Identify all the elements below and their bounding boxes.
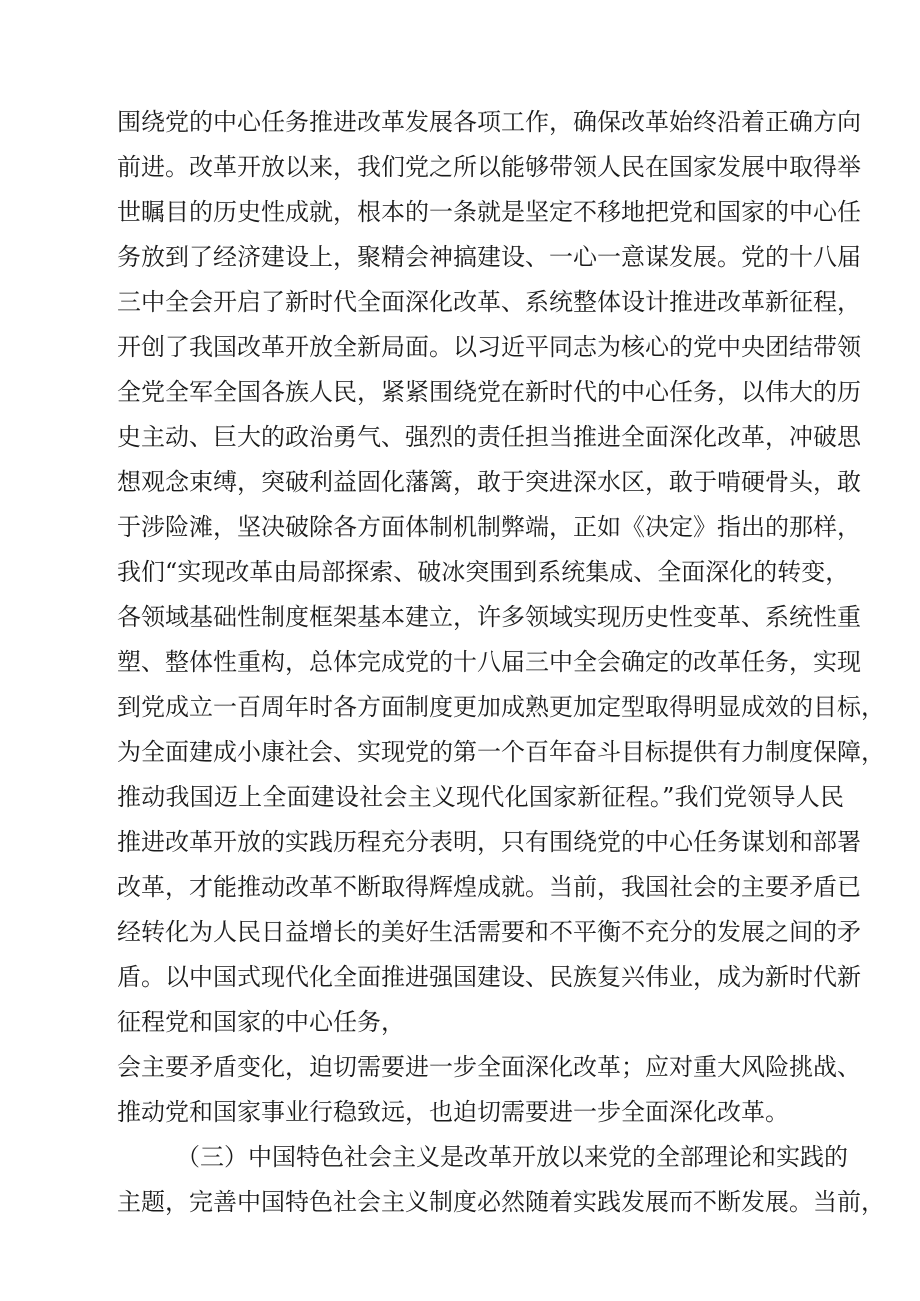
paragraph-line: 全党全军全国各族人民，紧紧围绕党在新时代的中心任务，以伟大的历 bbox=[117, 378, 861, 406]
paragraph-line: 推动我国迈上全面建设社会主义现代化国家新征程。”我们党领导人民 bbox=[117, 783, 844, 811]
paragraph-line: 于涉险滩，坚决破除各方面体制机制弊端，正如《决定》指出的那样， bbox=[117, 513, 861, 541]
paragraph-line: 主题，完善中国特色社会主义制度必然随着实践发展而不断发展。当前， bbox=[117, 1188, 885, 1216]
section-heading-line: （三）中国特色社会主义是改革开放以来党的全部理论和实践的 bbox=[176, 1143, 848, 1171]
paragraph-line: 征程党和国家的中心任务， bbox=[117, 1008, 405, 1036]
paragraph-line: 围绕党的中心任务推进改革发展各项工作，确保改革始终沿着正确方向 bbox=[117, 108, 861, 136]
paragraph-line: 三中全会开启了新时代全面深化改革、系统整体设计推进改革新征程， bbox=[117, 288, 861, 316]
paragraph-line: 为全面建成小康社会、实现党的第一个百年奋斗目标提供有力制度保障， bbox=[117, 738, 885, 766]
paragraph-line: 改革，才能推动改革不断取得辉煌成就。当前，我国社会的主要矛盾已 bbox=[117, 873, 861, 901]
paragraph-line: 会主要矛盾变化，迫切需要进一步全面深化改革；应对重大风险挑战、 bbox=[117, 1053, 861, 1081]
paragraph-line: 推动党和国家事业行稳致远，也迫切需要进一步全面深化改革。 bbox=[117, 1098, 789, 1126]
paragraph-line: 经转化为人民日益增长的美好生活需要和不平衡不充分的发展之间的矛 bbox=[117, 918, 861, 946]
paragraph-line: 各领域基础性制度框架基本建立，许多领域实现历史性变革、系统性重 bbox=[117, 603, 861, 631]
paragraph-line: 务放到了经济建设上，聚精会神搞建设、一心一意谋发展。党的十八届 bbox=[117, 243, 861, 271]
paragraph-line: 到党成立一百周年时各方面制度更加成熟更加定型取得明显成效的目标， bbox=[117, 693, 885, 721]
paragraph-line: 前进。改革开放以来，我们党之所以能够带领人民在国家发展中取得举 bbox=[117, 153, 861, 181]
paragraph-line: 我们“实现改革由局部探索、破冰突围到系统集成、全面深化的转变， bbox=[117, 558, 850, 586]
paragraph-line: 世瞩目的历史性成就，根本的一条就是坚定不移地把党和国家的中心任 bbox=[117, 198, 861, 226]
paragraph-line: 塑、整体性重构，总体完成党的十八届三中全会确定的改革任务，实现 bbox=[117, 648, 861, 676]
paragraph-line: 史主动、巨大的政治勇气、强烈的责任担当推进全面深化改革，冲破思 bbox=[117, 423, 861, 451]
paragraph-line: 想观念束缚，突破利益固化藩篱，敢于突进深水区，敢于啃硬骨头，敢 bbox=[117, 468, 861, 496]
paragraph-line: 推进改革开放的实践历程充分表明，只有围绕党的中心任务谋划和部署 bbox=[117, 828, 861, 856]
paragraph-line: 开创了我国改革开放全新局面。以习近平同志为核心的党中央团结带领 bbox=[117, 333, 861, 361]
paragraph-line: 盾。以中国式现代化全面推进强国建设、民族复兴伟业，成为新时代新 bbox=[117, 963, 861, 991]
